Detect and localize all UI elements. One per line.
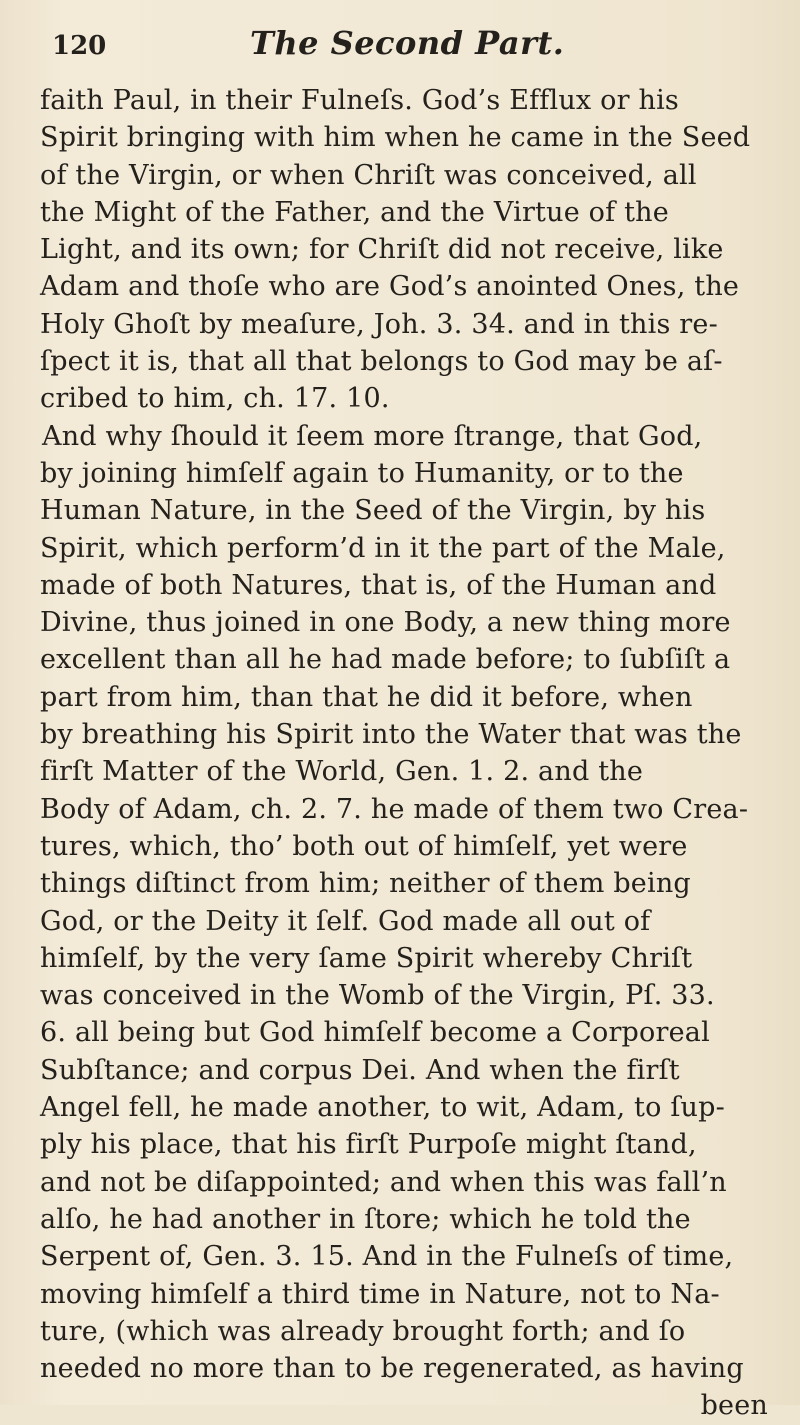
text-line: himſelf, by the very ſame Spirit whereby Chriſt: [40, 942, 693, 974]
text-line: the Might of the Father, and the Virtue of the: [40, 196, 669, 228]
text-line: faith Paul, in their Fulneſs. God’s Efflux or his: [40, 85, 679, 116]
text-line: Adam and thoſe who are God’s anointed Ones, the: [40, 271, 740, 303]
text-line: ply his place, that his firſt Purpoſe might ſtand,: [40, 1129, 697, 1161]
text-line: and not be diſappointed; and when this was fall’n: [40, 1166, 727, 1198]
text-line: ſpect it is, that all that belongs to God may be aſ-: [40, 346, 723, 378]
text-line: Serpent of, Gen. 3. 15. And in the Fulneſs of time,: [40, 1241, 734, 1273]
text-line: moving himſelf a third time in Nature, not to Na-: [40, 1278, 720, 1310]
text-line: Angel fell, he made another, to wit, Adam, to ſup-: [40, 1092, 725, 1124]
text-line: Body of Adam, ch. 2. 7. he made of them two Crea-: [40, 793, 749, 825]
text-line: cribed to him, ch. 17. 10.: [40, 383, 390, 415]
text-line: ture, (which was already brought forth; and ſo: [40, 1315, 686, 1347]
running-head: The Second Part.: [250, 24, 565, 62]
text-line: Holy Ghoſt by meaſure, Joh. 3. 34. and in this re-: [40, 308, 718, 340]
text-line: Spirit bringing with him when he came in the Seed: [40, 122, 751, 154]
text-line: And why ſhould it ſeem more ſtrange, that God,: [42, 420, 703, 452]
text-line: God, or the Deity it ſelf. God made all out of: [40, 905, 651, 937]
text-line: 6. all being but God himſelf become a Corporeal: [40, 1017, 710, 1049]
text-line: needed no more than to be regenerated, as having: [40, 1353, 744, 1385]
body-text: [40, 82, 782, 1425]
text-line: part from him, than that he did it before, when: [40, 681, 693, 713]
text-line: by breathing his Spirit into the Water that was the: [40, 719, 742, 751]
text-line: tures, which, tho’ both out of himſelf, yet were: [40, 830, 688, 862]
text-line: Human Nature, in the Seed of the Virgin, by his: [40, 495, 706, 527]
text-line: was conceived in the Womb of the Virgin, Pſ. 33.: [40, 980, 715, 1012]
catchword: been: [700, 1390, 768, 1422]
text-line: Divine, thus joined in one Body, a new thing more: [40, 607, 731, 639]
text-line: made of both Natures, that is, of the Human and: [40, 569, 717, 601]
page-number: 120: [52, 31, 107, 61]
text-line: Light, and its own; for Chriſt did not receive, like: [40, 234, 724, 266]
text-line: by joining himſelf again to Humanity, or to the: [40, 457, 684, 489]
text-line: alſo, he had another in ſtore; which he told the: [40, 1203, 691, 1235]
text-line: Subſtance; and corpus Dei. And when the firſt: [40, 1054, 680, 1086]
page-header: [40, 24, 782, 74]
text-line: of the Virgin, or when Chriſt was conceived, all: [40, 159, 697, 191]
text-line: things diſtinct from him; neither of them being: [40, 868, 691, 900]
text-line: excellent than all he had made before; to ſubſiſt a: [40, 644, 731, 676]
text-line: firſt Matter of the World, Gen. 1. 2. and the: [40, 756, 644, 788]
text-line: Spirit, which perform’d in it the part of the Male,: [40, 532, 726, 564]
